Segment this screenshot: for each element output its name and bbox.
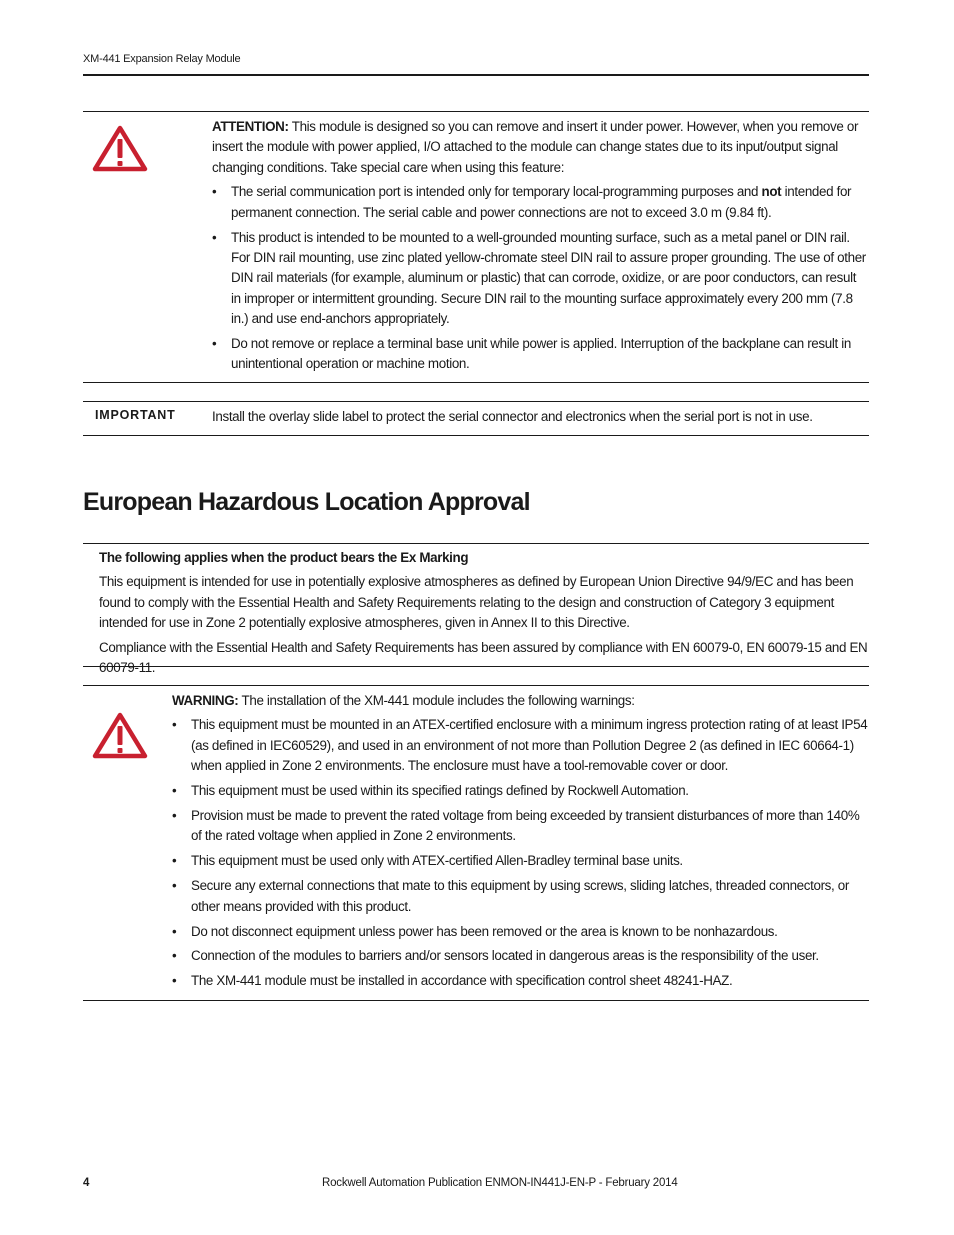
attention-bullet-text: Do not remove or replace a terminal base unit while power is applied. Interruption of the backplane can result in unintentional operation or machine motion. (231, 336, 851, 372)
warning-bullet-list (172, 715, 868, 991)
ex-paragraph: Compliance with the Essential Health and Safety Requirements has been assured by compliance with EN 60079-0, EN 60079-15 and EN 60079-11. (99, 639, 868, 676)
ex-paragraph: This equipment is intended for use in potentially explosive atmospheres as defined by European Union Directive 94/9/EC and has been found to comply with the Essential Health and Safety Requirements relating to the design and construction of Category 3 equipment intended for use in Zone 2 potentially explosive atmospheres, given in Annex II to this Directive. (99, 574, 854, 631)
important-text: Install the overlay slide label to protect the serial connector and electronics when the serial port is not in use. (212, 409, 813, 424)
header-rule (83, 74, 869, 76)
page-number: 4 (83, 1177, 90, 1189)
attention-bullet-text: This product is intended to be mounted to a well-grounded mounting surface, such as a metal panel or DIN rail. For DIN rail mounting, use zinc plated yellow-chromate steel DIN rail to assure proper grounding. The use of other DIN rail materials (for example, aluminum or plastic) that can corrode, oxidize, or are poor conductors, can result in improper or intermittent grounding. Secure DIN rail to the mounting surface approximately every 200 mm (7.8 in.) and use end-anchors appropriately. (231, 229, 866, 327)
attention-intro-text: This module is designed so you can remove and insert it under power. However, when you remove or insert the module with power applied, I/O attached to the module can change states due to its input/output signal changing conditions. Take special care when using this feature: (212, 119, 859, 175)
warning-bullet: • The XM-441 module must be installed in accordance with specification control sheet 48241-HAZ. (172, 971, 868, 991)
important-box (83, 401, 869, 436)
section-title: European Hazardous Location Approval (83, 488, 530, 516)
attention-intro (212, 117, 868, 178)
attention-bullet (212, 182, 868, 223)
warning-bullet: • This equipment must be used only with ATEX-certified Allen-Bradley terminal base units. (172, 851, 868, 871)
attention-bullet-emphasis: not (761, 184, 782, 200)
warning-bullet: • Secure any external connections that mate to this equipment by using screws, sliding latches, threaded connectors, or other means provided with this product. (172, 876, 868, 917)
warning-triangle-icon (92, 711, 148, 759)
attention-box (83, 111, 869, 383)
attention-bullet-text: intended for permanent connection. The serial cable and power connections are not to exceed 3.0 m (9.84 ft). (231, 184, 852, 220)
warning-box (83, 685, 869, 1001)
publication-footer: Rockwell Automation Publication ENMON-IN441J-EN-P - February 2014 (322, 1177, 678, 1189)
important-label: IMPORTANT (95, 408, 176, 422)
warning-bullet: • Connection of the modules to barriers and/or sensors located in dangerous areas is the responsibility of the user. (172, 946, 868, 966)
attention-bullet-list (212, 182, 868, 375)
warning-label: WARNING: (172, 693, 239, 708)
attention-bullet (212, 228, 868, 330)
warning-content (172, 691, 868, 996)
warning-bullet: • This equipment must be mounted in an ATEX-certified enclosure with a minimum ingress protection rating of at least IP54 (as defined in IEC60529), and used in an environment of not more than Pollution Degree 2 (as defined in IEC 60664-1) when applied in Zone 2 environments. The enclosure must have a tool-removable cover or door. (172, 715, 868, 776)
warning-intro (172, 691, 868, 711)
ex-marking-box (83, 543, 869, 676)
running-header: XM-441 Expansion Relay Module (83, 53, 241, 65)
warning-intro-text: The installation of the XM-441 module includes the following warnings: (241, 693, 635, 708)
attention-bullet-text: The serial communication port is intended only for temporary local-programming purposes and (231, 184, 762, 200)
attention-label: ATTENTION: (212, 119, 289, 134)
warning-bullet: • This equipment must be used within its specified ratings defined by Rockwell Automation. (172, 781, 868, 801)
warning-bullet: • Do not disconnect equipment unless power has been removed or the area is known to be nonhazardous. (172, 922, 868, 942)
warning-bullet: • Provision must be made to prevent the rated voltage from being exceeded by transient disturbances of more than 140% of the rated voltage when applied in Zone 2 environments. (172, 806, 868, 847)
attention-bullet (212, 334, 868, 375)
attention-content (212, 117, 868, 379)
warning-triangle-icon (92, 124, 148, 172)
ex-marking-content (99, 548, 869, 682)
ex-marking-title: The following applies when the product bears the Ex Marking (99, 550, 469, 565)
